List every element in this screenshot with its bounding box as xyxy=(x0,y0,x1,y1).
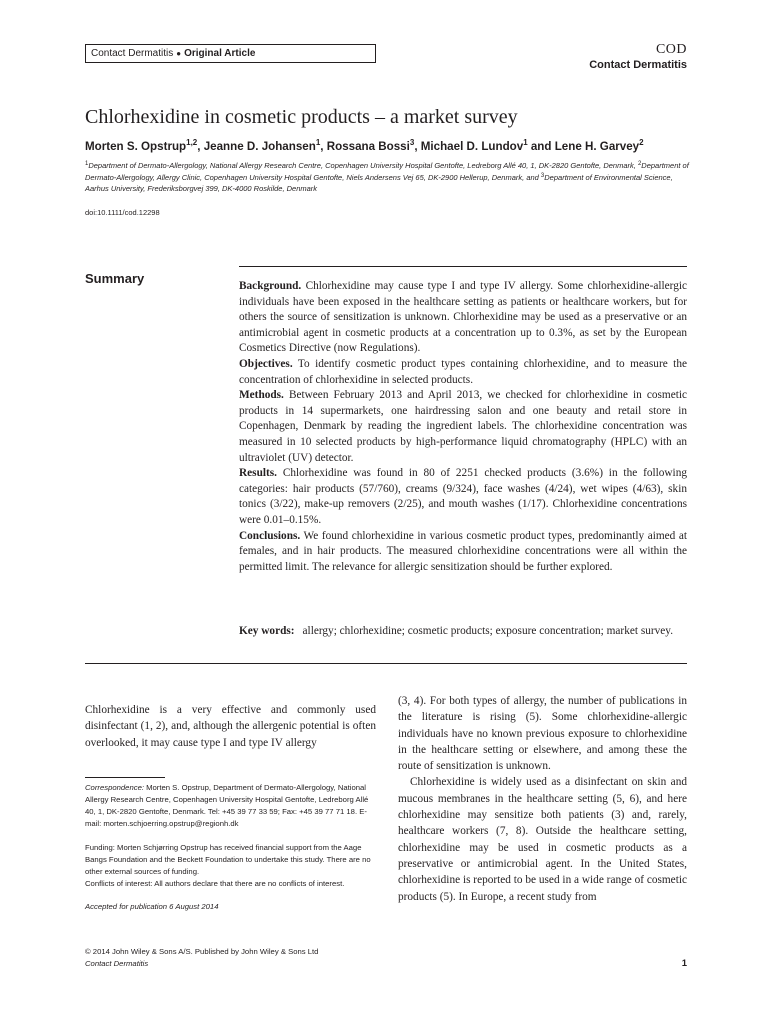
abstract-conclusions xyxy=(239,529,687,576)
accepted-note: Accepted for publication 6 August 2014 xyxy=(85,902,219,911)
running-header xyxy=(85,44,376,63)
footer xyxy=(85,946,318,970)
abstract-label: Background. xyxy=(239,280,302,292)
article-title: Chlorhexidine in cosmetic products – a market survey xyxy=(85,106,518,128)
body-paragraph: Chlorhexidine is widely used as a disinfectant on skin and mucous membranes in the healthcare setting (5, 6), and here chlorhexidine may sensitize both patients (3) and, rarely, healthcare workers (7, 8). Outside the healthcare setting, chlorhexidine may be used in cosmetic products as a preservative or antimicrobial agent. In the United States, chlorhexidine is reported to be used in a wide range of cosmetic products (5). In Europe, a recent study from xyxy=(398,776,687,903)
funding-note xyxy=(85,842,376,890)
correspondence-text: Morten S. Opstrup, Department of Dermato-Allergology, National Allergy Research Centre, Copenhagen University Hospital Gentofte, Ledreborg Allé 40, 1, DK-2820 Gentofte, Denmark. Tel: +45 39 77 33 59; Fax: +45 39 77 71 18. E-mail: morten.schjoerring.opstrup@regionh.dk xyxy=(85,783,369,828)
author-separator: , xyxy=(414,140,421,153)
abstract-results xyxy=(239,466,687,528)
copyright-line: © 2014 John Wiley & Sons A/S. Published by John Wiley & Sons Ltd xyxy=(85,947,319,956)
header-journal: Contact Dermatitis xyxy=(91,48,174,59)
conflicts-text: Conflicts of interest: All authors declare that there are no conflicts of interest. xyxy=(85,879,345,888)
correspondence-label: Correspondence: xyxy=(85,783,144,792)
abstract-objectives xyxy=(239,357,687,388)
body-paragraph: Chlorhexidine is a very effective and commonly used disinfectant (1, 2), and, although the allergenic potential is often overlooked, it may cause type I and type IV allergy xyxy=(85,704,376,749)
body-right-column xyxy=(398,693,687,905)
author-affiliation: 3 xyxy=(409,138,415,147)
author-name: Jeanne D. Johansen xyxy=(203,140,316,153)
abstract-text: Chlorhexidine was found in 80 of 2251 checked products (3.6%) in the following categories: hair products (57/760), creams (9/324), face washes (4/24), wet wipes (4/63), skin tonics (3/22), make-up removers (2/25), and mouth washes (1/17). Chlorhexidine concentrations were 0.01–0.15%. xyxy=(239,467,687,526)
footer-journal: Contact Dermatitis xyxy=(85,959,149,968)
keywords xyxy=(239,624,687,640)
author-affiliation: 1,2 xyxy=(186,138,198,147)
affiliation-number: 1 xyxy=(85,161,89,167)
author-list xyxy=(85,140,644,153)
keywords-text: allergy; chlorhexidine; cosmetic products; exposure concentration; market survey. xyxy=(302,625,674,637)
abstract-text: Between February 2013 and April 2013, we checked for chlorhexidine in cosmetic products in 14 supermarkets, one hairdressing salon and one beauty and retail store in Copenhagen, Denmark by reading the ingredient labels. The chlorhexidine concentration was measured in 10 selected products by high-performance liquid chromatography (HPLC) with an ultraviolet (UV) detector. xyxy=(239,389,687,464)
author-separator: , xyxy=(197,140,204,153)
page-number: 1 xyxy=(681,958,687,969)
affiliation-text: Department of Dermato-Allergology, National Allergy Research Centre, Copenhagen University Hospital Gentofte, Ledreborg Allé 40, 1, DK-2820 Gentofte, Denmark, xyxy=(88,161,638,170)
funding-text: Funding: Morten Schjørring Opstrup has received financial support from the Aage Bangs Foundation and the Beckett Foundation to undertake this study. There are no other external sources of funding. xyxy=(85,843,371,876)
affiliation-number: 3 xyxy=(540,172,545,179)
journal-abbreviation: COD xyxy=(655,42,687,57)
abstract-label: Methods. xyxy=(239,389,284,402)
abstract-text: To identify cosmetic product types containing chlorhexidine, and to measure the concentration of chlorhexidine in selected products. xyxy=(239,357,687,386)
body-left-column xyxy=(85,702,376,751)
abstract-background xyxy=(239,279,687,357)
affiliation-text: Department of Dermato-Allergology, Allergy Clinic, Copenhagen University Hospital Gentofte, Niels Andersens Vej 65, DK-2900 Hellerup, Denmark, and xyxy=(85,161,689,182)
doi-link[interactable]: doi:10.1111/cod.12298 xyxy=(85,208,160,217)
abstract-text: We found chlorhexidine in various cosmetic product types, predominantly aimed at females, and in hair products. The measured chlorhexidine concentrations were all within the permitted limit. The relevance for allergic sensitization should be further explored. xyxy=(239,529,687,573)
author-name: Morten S. Opstrup xyxy=(85,140,187,153)
author-affiliation: 1 xyxy=(315,138,321,147)
notes-rule xyxy=(85,777,165,778)
abstract-label: Results. xyxy=(239,467,277,480)
body-paragraph: (3, 4). For both types of allergy, the number of publications in the literature is rising (5). Some chlorhexidine-allergic individuals have no known previous exposure to chlorhexidine in the healthcare setting or elsewhere, and among these the route of sensitization is unknown. xyxy=(398,695,687,773)
abstract-label: Conclusions. xyxy=(239,529,301,542)
affiliation-text: Department of Environmental Science, Aarhus University, Frederiksborgvej 399, DK-4000 Roskilde, Denmark xyxy=(85,172,673,193)
keywords-label: Key words: xyxy=(239,625,295,637)
author-separator: , xyxy=(320,140,327,153)
summary-bottom-rule xyxy=(85,663,687,664)
author-affiliation: 1 xyxy=(523,138,528,147)
abstract-methods xyxy=(239,388,687,466)
correspondence-note xyxy=(85,782,376,830)
journal-name: Contact Dermatitis xyxy=(589,59,687,71)
author-name: Lene H. Garvey xyxy=(554,140,640,153)
author-name: Michael D. Lundov xyxy=(420,140,524,153)
bullet-icon: ● xyxy=(176,49,182,58)
abstract-text: Chlorhexidine may cause type I and type IV allergy. Some chlorhexidine-allergic individuals have been exposed in the healthcare setting as patients or healthcare workers, but for others the source of sensitization is unknown. Chlorhexidine may be used as a preservative or an antimicrobial agent in cosmetic products at a concentration up to 0.3%, as set by the European Cosmetics Directive (now Regulations). xyxy=(239,280,687,355)
summary-top-rule xyxy=(239,266,687,267)
affiliations xyxy=(85,160,695,195)
abstract xyxy=(239,279,687,575)
header-section: Original Article xyxy=(184,48,256,59)
affiliation-number: 2 xyxy=(637,161,642,167)
author-separator: and xyxy=(527,140,555,153)
abstract-label: Objectives. xyxy=(239,357,293,370)
author-name: Rossana Bossi xyxy=(326,140,410,153)
author-affiliation: 2 xyxy=(639,138,644,147)
summary-heading: Summary xyxy=(85,271,145,286)
